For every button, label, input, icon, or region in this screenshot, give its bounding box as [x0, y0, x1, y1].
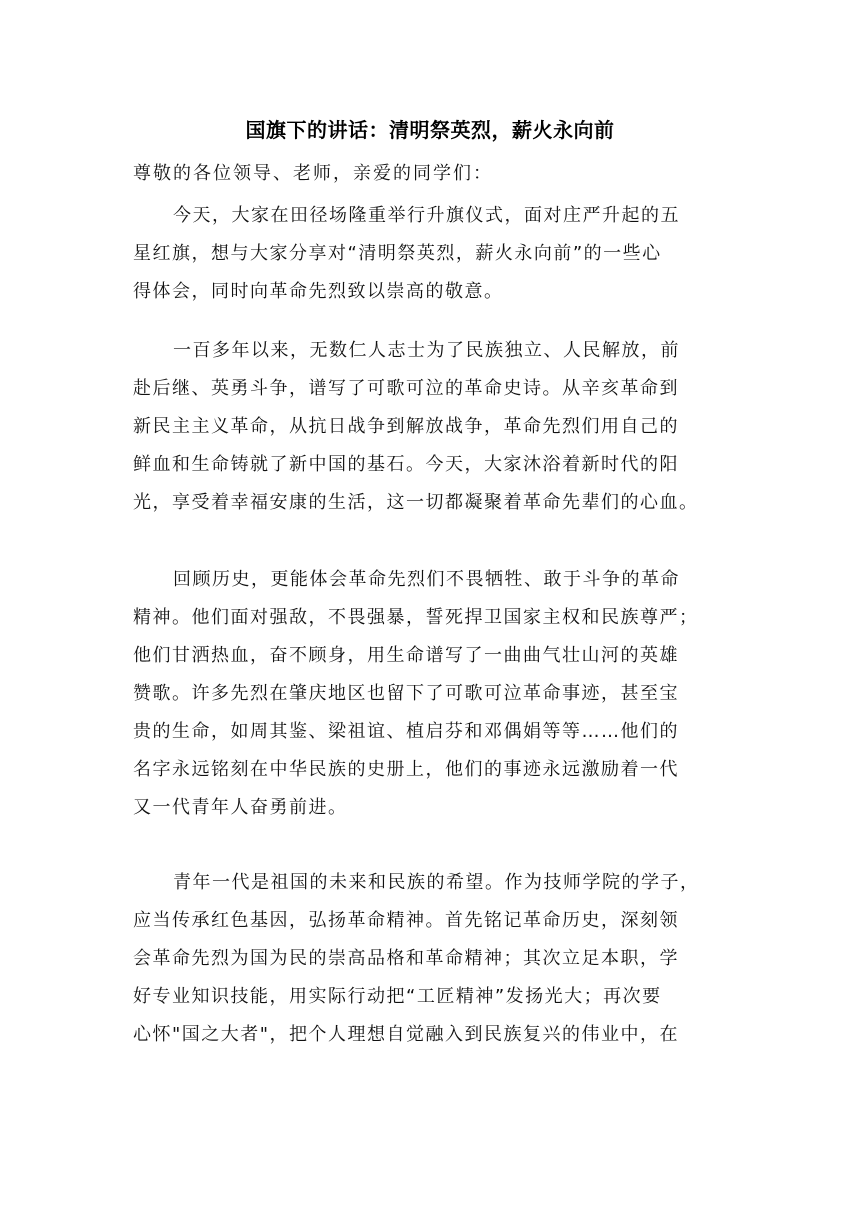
text-line: 精神。他们面对强敌，不畏强暴，誓死捍卫国家主权和民族尊严； [133, 607, 699, 628]
text-line: 好专业知识技能，用实际行动把“工匠精神”发扬光大；再次要 [133, 986, 662, 1007]
text-line: 鲜血和生命铸就了新中国的基石。今天，大家沐浴着新时代的阳 [133, 454, 679, 475]
paragraph-2 [133, 332, 733, 522]
text-line: 今天，大家在田径场隆重举行升旗仪式，面对庄严升起的五 [173, 205, 680, 226]
text-line: 赞歌。许多先烈在肇庆地区也留下了可歌可泣革命事迹，甚至宝 [133, 683, 679, 704]
text-line: 新民主主义革命，从抗日战争到解放战争，革命先烈们用自己的 [133, 416, 679, 437]
document-title: 国旗下的讲话：清明祭英烈，薪火永向前 [245, 118, 615, 142]
text-line: 得体会，同时向革命先烈致以崇高的敬意。 [133, 281, 504, 302]
text-line: 赴后继、英勇斗争，谱写了可歌可泣的革命史诗。从辛亥革命到 [133, 378, 679, 399]
text-line: 会革命先烈为国为民的崇高品格和革命精神；其次立足本职，学 [133, 948, 679, 969]
salutation: 尊敬的各位领导、老师，亲爱的同学们： [133, 163, 493, 184]
paragraph-4 [133, 864, 733, 1054]
text-line: 回顾历史，更能体会革命先烈们不畏牺牲、敢于斗争的革命 [173, 569, 680, 590]
text-line: 光，享受着幸福安康的生活，这一切都凝聚着革命先辈们的心血。 [133, 492, 699, 513]
text-line: 一百多年以来，无数仁人志士为了民族独立、人民解放，前 [173, 340, 680, 361]
text-line: 他们甘洒热血，奋不顾身，用生命谱写了一曲曲气壮山河的英雄 [133, 645, 679, 666]
text-line: 应当传承红色基因，弘扬革命精神。首先铭记革命历史，深刻领 [133, 910, 679, 931]
text-line: 又一代青年人奋勇前进。 [133, 797, 348, 818]
text-line: 贵的生命，如周其鉴、梁祖谊、植启芬和邓偶娟等等……他们的 [133, 721, 679, 742]
paragraph-3 [133, 561, 733, 827]
paragraph-1 [133, 197, 733, 311]
text-line: 心怀"国之大者"，把个人理想自觉融入到民族复兴的伟业中，在 [133, 1024, 680, 1045]
text-line: 星红旗，想与大家分享对“清明祭英烈，薪火永向前”的一些心 [133, 243, 662, 264]
text-line: 青年一代是祖国的未来和民族的希望。作为技师学院的学子， [173, 872, 700, 893]
text-line: 名字永远铭刻在中华民族的史册上，他们的事迹永远激励着一代 [133, 759, 679, 780]
